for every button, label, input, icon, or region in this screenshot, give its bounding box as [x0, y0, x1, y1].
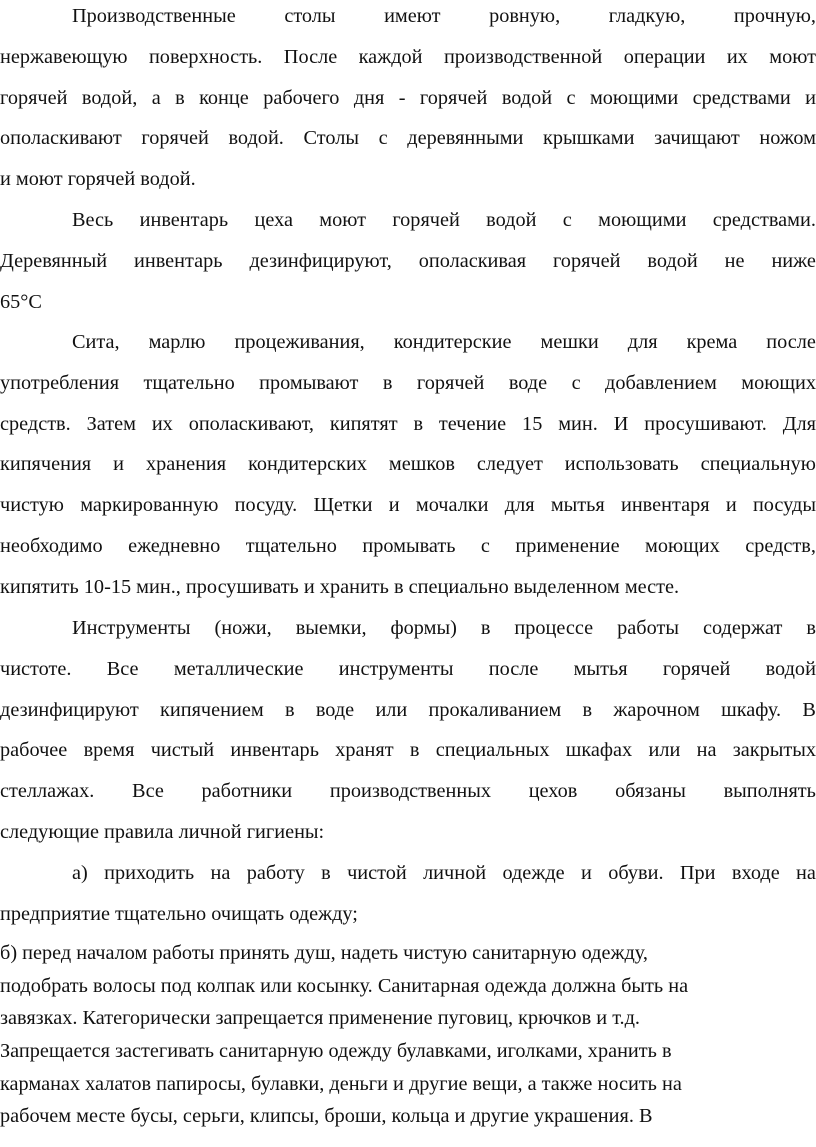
text-line: карманах халатов папиросы, булавки, деньги и другие вещи, а также носить на	[0, 1072, 682, 1095]
text-line: Сита, марлю процеживания, кондитерские мешки для крема после	[72, 331, 816, 353]
text-line: 65°С	[0, 290, 42, 313]
paragraph-tables	[0, 0, 816, 200]
text-line: а) приходить на работу в чистой личной одежде и обуви. При входе на	[72, 862, 816, 884]
text-line: чистую маркированную посуду. Щетки и мочалки для мытья инвентаря и посуды	[0, 494, 816, 517]
text-line: чистоте. Все металлические инструменты после мытья горячей водой	[0, 657, 816, 680]
text-line: горячей водой, а в конце рабочего дня - горячей водой с моющими средствами и	[0, 86, 816, 109]
text-line: нержавеющую поверхность. После каждой производственной операции их моют	[0, 45, 816, 68]
paragraph-rule-a	[0, 853, 816, 935]
text-line: кипятить 10-15 мин., просушивать и хранить в специально выделенном месте.	[0, 575, 680, 598]
text-line: рабочее время чистый инвентарь хранят в специальных шкафах или на закрытых	[0, 739, 816, 762]
paragraph-tools	[0, 608, 816, 853]
text-line: Инструменты (ножи, выемки, формы) в процессе работы содержат в	[72, 617, 816, 639]
text-line: Деревянный инвентарь дезинфицируют, ополаскивая горячей водой не ниже	[0, 249, 816, 272]
text-line: предприятие тщательно очищать одежду;	[0, 902, 358, 925]
paragraph-inventory	[0, 200, 816, 322]
text-line: кипячения и хранения кондитерских мешков следует использовать специальную	[0, 453, 816, 476]
text-line: употребления тщательно промывают в горячей воде с добавлением моющих	[0, 371, 816, 394]
text-line: Производственные столы имеют ровную, гладкую, прочную,	[72, 5, 816, 27]
text-line: дезинфицируют кипячением в воде или прокаливанием в жарочном шкафу. В	[0, 698, 816, 721]
text-line: б) перед началом работы принять душ, надеть чистую санитарную одежду,	[0, 942, 648, 964]
text-line: Весь инвентарь цеха моют горячей водой с моющими средствами.	[72, 209, 816, 231]
text-line: ополаскивают горячей водой. Столы с деревянными крышками зачищают ножом	[0, 127, 816, 150]
text-line: и моют горячей водой.	[0, 168, 196, 191]
paragraph-rule-b	[0, 937, 816, 1133]
text-line: средств. Затем их ополаскивают, кипятят в течение 15 мин. И просушивают. Для	[0, 412, 816, 435]
text-line: необходимо ежедневно тщательно промывать с применение моющих средств,	[0, 534, 816, 557]
text-line: рабочем месте бусы, серьги, клипсы, броши, кольца и другие украшения. В	[0, 1105, 653, 1128]
text-line: подобрать волосы под колпак или косынку. Санитарная одежда должна быть на	[0, 974, 689, 997]
text-line: следующие правила личной гигиены:	[0, 820, 325, 843]
paragraph-sieves	[0, 322, 816, 608]
text-line: Запрещается застегивать санитарную одежду булавками, иголками, хранить в	[0, 1040, 672, 1063]
text-line: стеллажах. Все работники производственных цехов обязаны выполнять	[0, 780, 816, 803]
text-line: завязках. Категорически запрещается применение пуговиц, крючков и т.д.	[0, 1007, 640, 1030]
